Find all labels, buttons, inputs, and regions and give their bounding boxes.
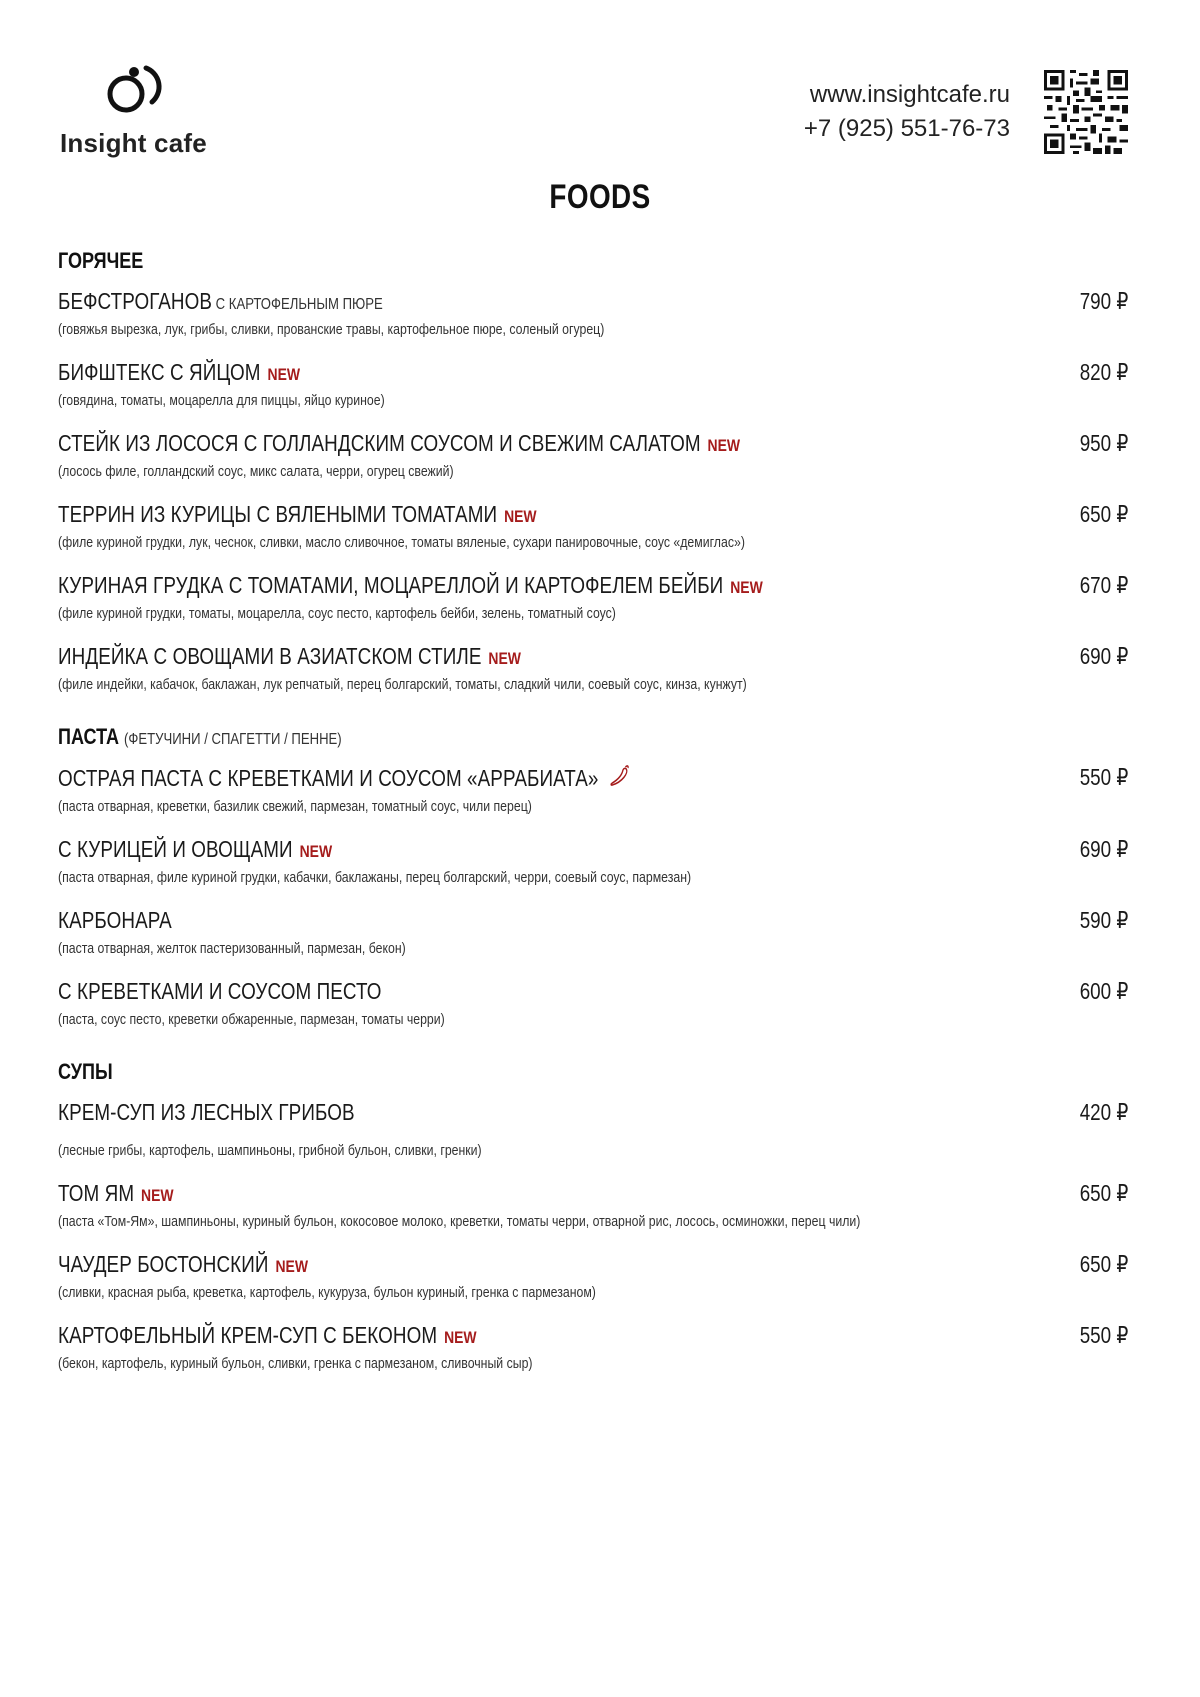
item-description: (лесные грибы, картофель, шампиньоны, грибной бульон, сливки, гренки) bbox=[58, 1142, 482, 1159]
section-hot bbox=[58, 248, 1128, 696]
section-soups bbox=[58, 1059, 1128, 1375]
item-description: (паста отварная, желток пастеризованный, пармезан, бекон) bbox=[58, 940, 406, 957]
item-description: (говяжья вырезка, лук, грибы, сливки, прованские травы, картофельное пюре, соленый огурец) bbox=[58, 321, 605, 338]
item-description: (филе куриной грудки, лук, чеснок, сливки, масло сливочное, томаты вяленые, сухари панировочные, соус «демиглас») bbox=[58, 534, 745, 551]
item-name: КУРИНАЯ ГРУДКА С ТОМАТАМИ, МОЦАРЕЛЛОЙ И КАРТОФЕЛЕМ БЕЙБИ bbox=[58, 572, 724, 598]
item-description: (паста отварная, филе куриной грудки, кабачки, баклажаны, перец болгарский, черри, соевый соус, пармезан) bbox=[58, 869, 692, 886]
item-name: БЕФСТРОГАНОВ bbox=[58, 288, 213, 314]
item-price: 670 ₽ bbox=[1079, 572, 1128, 598]
item-name: ЧАУДЕР БОСТОНСКИЙ bbox=[58, 1251, 269, 1277]
item-price: 820 ₽ bbox=[1079, 359, 1128, 385]
item-description: (говядина, томаты, моцарелла для пиццы, яйцо куриное) bbox=[58, 392, 385, 409]
contacts bbox=[804, 78, 1010, 146]
phone-number[interactable]: +7 (925) 551-76-73 bbox=[803, 115, 1010, 142]
menu-item[interactable] bbox=[58, 764, 1128, 818]
item-name: КАРТОФЕЛЬНЫЙ КРЕМ-СУП С БЕКОНОМ bbox=[58, 1322, 438, 1348]
new-badge: NEW bbox=[707, 436, 741, 455]
menu-item[interactable] bbox=[58, 1180, 1128, 1233]
item-name: КРЕМ-СУП ИЗ ЛЕСНЫХ ГРИБОВ bbox=[58, 1099, 355, 1125]
item-price: 690 ₽ bbox=[1079, 836, 1128, 862]
new-badge: NEW bbox=[299, 842, 333, 861]
section-title bbox=[58, 724, 935, 750]
menu-item[interactable] bbox=[58, 978, 1128, 1031]
item-price: 650 ₽ bbox=[1079, 1251, 1128, 1277]
section-subtitle: (ФЕТУЧИНИ / СПАГЕТТИ / ПЕННЕ) bbox=[124, 731, 342, 748]
item-description: (бекон, картофель, куриный бульон, сливки, гренка с пармезаном, сливочный сыр) bbox=[58, 1355, 533, 1372]
menu-item[interactable] bbox=[58, 643, 1128, 696]
new-badge: NEW bbox=[267, 365, 301, 384]
item-suffix: С КАРТОФЕЛЬНЫМ ПЮРЕ bbox=[215, 296, 383, 313]
item-name: С КУРИЦЕЙ И ОВОЩАМИ bbox=[58, 836, 293, 862]
chili-pepper-icon bbox=[609, 764, 630, 788]
menu-content bbox=[58, 248, 1128, 1403]
logo-text: Insight cafe bbox=[60, 128, 207, 158]
menu-item[interactable] bbox=[58, 501, 1128, 554]
menu-item[interactable] bbox=[58, 430, 1128, 483]
item-price: 650 ₽ bbox=[1079, 1180, 1128, 1206]
website-link[interactable]: www.insightcafe.ru bbox=[809, 81, 1010, 108]
item-name: КАРБОНАРА bbox=[58, 907, 172, 933]
item-price: 550 ₽ bbox=[1079, 764, 1128, 790]
item-description: (лосось филе, голландский соус, микс салата, черри, огурец свежий) bbox=[58, 463, 454, 480]
menu-item[interactable] bbox=[58, 1099, 1128, 1162]
item-price: 600 ₽ bbox=[1079, 978, 1128, 1004]
menu-item[interactable] bbox=[58, 836, 1128, 889]
item-description: (паста, соус песто, креветки обжаренные, пармезан, томаты черри) bbox=[58, 1011, 445, 1028]
item-name: ИНДЕЙКА С ОВОЩАМИ В АЗИАТСКОМ СТИЛЕ bbox=[58, 643, 482, 669]
item-name: БИФШТЕКС С ЯЙЦОМ bbox=[58, 359, 261, 385]
page-title: FOODS bbox=[549, 178, 651, 216]
menu-item[interactable] bbox=[58, 288, 1128, 341]
menu-item[interactable] bbox=[58, 1322, 1128, 1375]
section-pasta bbox=[58, 724, 1128, 1031]
new-badge: NEW bbox=[730, 578, 763, 597]
new-badge: NEW bbox=[141, 1186, 174, 1205]
item-name: СТЕЙК ИЗ ЛОСОСЯ С ГОЛЛАНДСКИМ СОУСОМ И СВЕЖИМ САЛАТОМ bbox=[58, 430, 701, 456]
item-price: 650 ₽ bbox=[1079, 501, 1128, 527]
item-price: 550 ₽ bbox=[1079, 1322, 1128, 1348]
item-price: 420 ₽ bbox=[1079, 1099, 1128, 1125]
section-title-text: ГОРЯЧЕЕ bbox=[58, 248, 144, 273]
section-title-text: СУПЫ bbox=[58, 1059, 113, 1084]
menu-item[interactable] bbox=[58, 572, 1128, 625]
item-price: 590 ₽ bbox=[1079, 907, 1128, 933]
insight-logo-icon bbox=[104, 62, 174, 118]
item-price: 790 ₽ bbox=[1079, 288, 1128, 314]
menu-item[interactable] bbox=[58, 907, 1128, 960]
new-badge: NEW bbox=[504, 507, 537, 526]
menu-item[interactable] bbox=[58, 1251, 1128, 1304]
item-name: ТОМ ЯМ bbox=[58, 1180, 135, 1206]
item-price: 690 ₽ bbox=[1079, 643, 1128, 669]
menu-item[interactable] bbox=[58, 359, 1128, 412]
section-title bbox=[58, 1059, 935, 1085]
item-description: (паста отварная, креветки, базилик свежий, пармезан, томатный соус, чили перец) bbox=[58, 798, 532, 815]
item-description: (паста «Том-Ям», шампиньоны, куриный бульон, кокосовое молоко, креветки, томаты черри, отварной рис, лосось, осминожки, перец чили) bbox=[58, 1213, 861, 1230]
section-title bbox=[58, 248, 935, 274]
new-badge: NEW bbox=[275, 1257, 308, 1276]
item-description: (филе куриной грудки, томаты, моцарелла, соус песто, картофель бейби, зелень, томатный соус) bbox=[58, 605, 616, 622]
item-price: 950 ₽ bbox=[1079, 430, 1128, 456]
logo[interactable] bbox=[58, 62, 218, 162]
item-name: С КРЕВЕТКАМИ И СОУСОМ ПЕСТО bbox=[58, 978, 382, 1004]
new-badge: NEW bbox=[488, 649, 521, 668]
section-title-text: ПАСТА bbox=[58, 724, 120, 749]
new-badge: NEW bbox=[444, 1328, 477, 1347]
qr-code-icon[interactable] bbox=[1044, 70, 1128, 154]
item-name: ОСТРАЯ ПАСТА С КРЕВЕТКАМИ И СОУСОМ «АРРАБИАТА» bbox=[58, 765, 599, 791]
item-description: (филе индейки, кабачок, баклажан, лук репчатый, перец болгарский, томаты, сладкий чили, соевый соус, кинза, кунжут) bbox=[58, 676, 747, 693]
item-description: (сливки, красная рыба, креветка, картофель, кукуруза, бульон куриный, гренка с пармезаном) bbox=[58, 1284, 596, 1301]
item-name: ТЕРРИН ИЗ КУРИЦЫ С ВЯЛЕНЫМИ ТОМАТАМИ bbox=[58, 501, 498, 527]
